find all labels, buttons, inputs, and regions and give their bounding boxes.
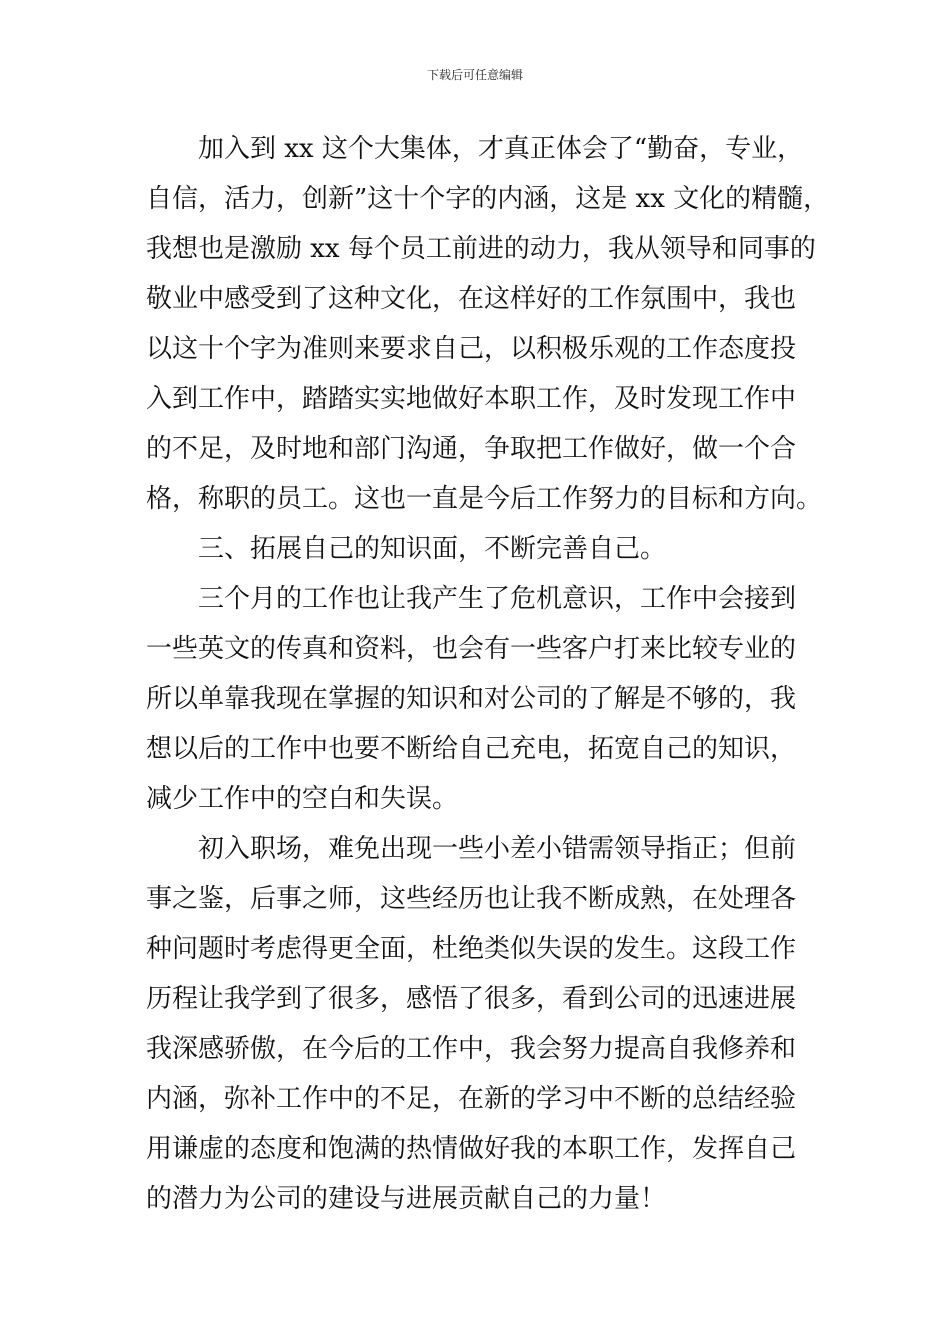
text-line: 加入到 xx 这个大集体，才真正体会了“勤奋，专业， xyxy=(198,134,804,164)
text-line: 一些英文的传真和资料，也会有一些客户打来比较专业的 xyxy=(146,634,797,664)
text-line: 自信，活力，创新”这十个字的内涵，这是 xx 文化的精髓， xyxy=(146,184,830,214)
text-line: 种问题时考虑得更全面，杜绝类似失误的发生。这段工作 xyxy=(146,934,797,964)
text-line: 用谦虚的态度和饱满的热情做好我的本职工作，发挥自己 xyxy=(146,1134,797,1164)
section-heading: 三、拓展自己的知识面，不断完善自己。 xyxy=(198,534,667,564)
text-line: 历程让我学到了很多，感悟了很多，看到公司的迅速进展 xyxy=(146,984,797,1014)
page-header: 下载后可任意编辑 xyxy=(426,68,523,82)
text-line: 格，称职的员工。这也一直是今后工作努力的目标和方向。 xyxy=(146,484,823,514)
text-line: 想以后的工作中也要不断给自己充电，拓宽自己的知识， xyxy=(146,734,797,764)
text-line: 事之鉴，后事之师，这些经历也让我不断成熟，在处理各 xyxy=(146,884,797,914)
text-line: 所以单靠我现在掌握的知识和对公司的了解是不够的，我 xyxy=(146,684,797,714)
text-line: 入到工作中，踏踏实实地做好本职工作，及时发现工作中 xyxy=(146,384,797,414)
text-line: 的潜力为公司的建设与进展贡献自己的力量！ xyxy=(146,1184,667,1214)
text-line: 我想也是激励 xx 每个员工前进的动力，我从领导和同事的 xyxy=(146,234,816,264)
text-line: 我深感骄傲，在今后的工作中，我会努力提高自我修养和 xyxy=(146,1034,797,1064)
text-line: 的不足，及时地和部门沟通，争取把工作做好，做一个合 xyxy=(146,434,797,464)
text-line: 内涵，弥补工作中的不足，在新的学习中不断的总结经验 xyxy=(146,1084,797,1114)
text-line: 三个月的工作也让我产生了危机意识，工作中会接到 xyxy=(198,584,797,614)
document-body xyxy=(146,124,830,1224)
text-line: 减少工作中的空白和失误。 xyxy=(146,784,459,814)
text-line: 敬业中感受到了这种文化，在这样好的工作氛围中，我也 xyxy=(146,284,797,314)
text-line: 以这十个字为准则来要求自己，以积极乐观的工作态度投 xyxy=(146,334,797,364)
text-line: 初入职场，难免出现一些小差小错需领导指正；但前 xyxy=(198,834,797,864)
